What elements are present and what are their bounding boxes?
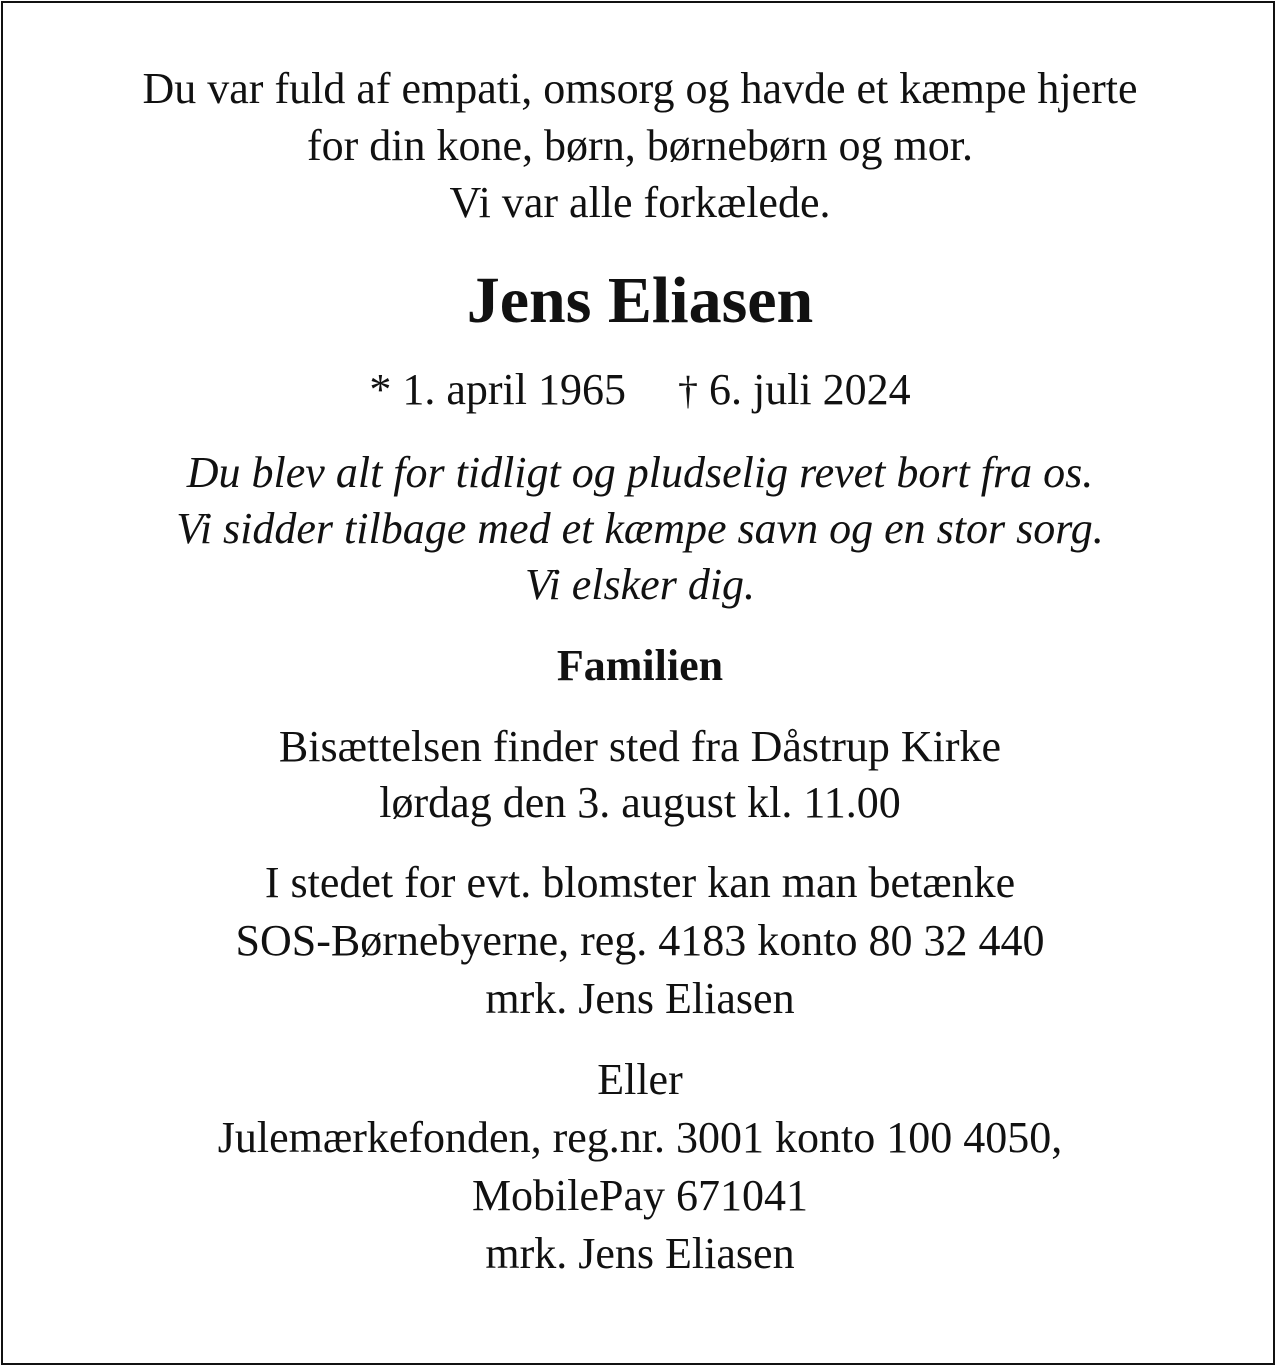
charity-line: I stedet for evt. blomster kan man betænke — [264, 858, 1016, 907]
family-signature: Familien — [556, 641, 724, 690]
deceased-name: Jens Eliasen — [466, 264, 814, 337]
funeral-details — [0, 719, 1280, 831]
alternative-donation — [0, 1051, 1280, 1283]
alternative-line: Eller — [597, 1055, 683, 1104]
ceremony-line: lørdag den 3. august kl. 11.00 — [379, 778, 901, 827]
charity-line: mrk. Jens Eliasen — [485, 974, 795, 1023]
verse-line: Du blev alt for tidligt og pludselig revet bort fra os. — [186, 448, 1094, 497]
born-symbol: * — [369, 365, 392, 414]
life-dates — [0, 363, 1280, 418]
intro-line: for din kone, børn, børnebørn og mor. — [307, 121, 973, 170]
alternative-line: Julemærkefonden, reg.nr. 3001 konto 100 4050, — [217, 1113, 1063, 1162]
verse-line: Vi elsker dig. — [524, 560, 756, 609]
alternative-line: MobilePay 671041 — [471, 1171, 809, 1220]
intro-text — [0, 0, 1280, 231]
charity-line: SOS-Børnebyerne, reg. 4183 konto 80 32 440 — [235, 916, 1045, 965]
dagger-icon: † — [677, 368, 698, 413]
intro-line: Vi var alle forkælede. — [449, 178, 831, 227]
death-date: 6. juli 2024 — [708, 365, 911, 414]
donation-details — [0, 854, 1280, 1028]
alternative-line: mrk. Jens Eliasen — [485, 1229, 795, 1278]
memorial-verse — [0, 445, 1280, 613]
intro-line: Du var fuld af empati, omsorg og havde et kæmpe hjerte — [142, 64, 1138, 113]
ceremony-line: Bisættelsen finder sted fra Dåstrup Kirke — [278, 722, 1002, 771]
birth-date: 1. april 1965 — [402, 365, 626, 414]
verse-line: Vi sidder tilbage med et kæmpe savn og en stor sorg. — [176, 504, 1104, 553]
